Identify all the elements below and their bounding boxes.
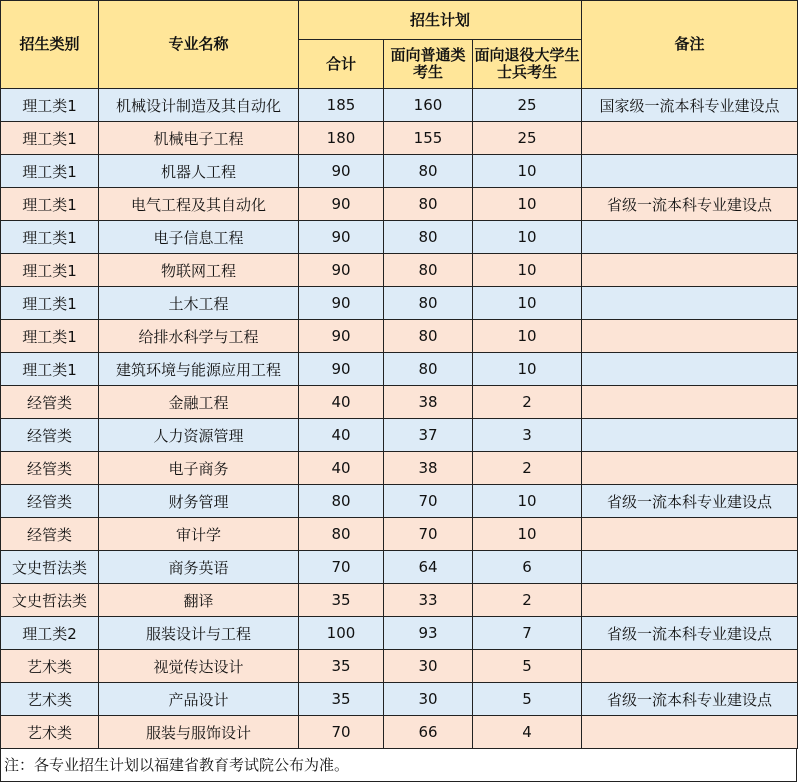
cell-major: 物联网工程 <box>99 254 299 287</box>
cell-major: 电气工程及其自动化 <box>99 188 299 221</box>
cell-veterans: 10 <box>473 188 582 221</box>
cell-veterans: 2 <box>473 452 582 485</box>
cell-total: 90 <box>299 287 384 320</box>
cell-remark <box>582 419 798 452</box>
cell-major: 服装与服饰设计 <box>99 716 299 749</box>
cell-total: 70 <box>299 551 384 584</box>
cell-remark <box>582 221 798 254</box>
cell-major: 翻译 <box>99 584 299 617</box>
table-row <box>1 617 798 650</box>
cell-veterans: 2 <box>473 386 582 419</box>
cell-general: 93 <box>384 617 473 650</box>
cell-veterans: 4 <box>473 716 582 749</box>
cell-remark <box>582 584 798 617</box>
cell-category: 理工类1 <box>1 188 99 221</box>
cell-veterans: 5 <box>473 650 582 683</box>
table-row <box>1 716 798 749</box>
cell-major: 建筑环境与能源应用工程 <box>99 353 299 386</box>
table-row <box>1 650 798 683</box>
cell-category: 文史哲法类 <box>1 584 99 617</box>
cell-general: 155 <box>384 122 473 155</box>
cell-general: 38 <box>384 386 473 419</box>
cell-total: 90 <box>299 188 384 221</box>
cell-category: 理工类1 <box>1 320 99 353</box>
header-major: 专业名称 <box>99 1 299 89</box>
cell-category: 艺术类 <box>1 683 99 716</box>
cell-category: 理工类1 <box>1 254 99 287</box>
cell-general: 37 <box>384 419 473 452</box>
cell-general: 64 <box>384 551 473 584</box>
cell-major: 给排水科学与工程 <box>99 320 299 353</box>
cell-remark <box>582 122 798 155</box>
cell-category: 理工类2 <box>1 617 99 650</box>
cell-total: 40 <box>299 386 384 419</box>
cell-category: 理工类1 <box>1 89 99 122</box>
header-veterans: 面向退役大学生士兵考生 <box>473 40 582 89</box>
cell-major: 金融工程 <box>99 386 299 419</box>
cell-category: 经管类 <box>1 386 99 419</box>
cell-category: 理工类1 <box>1 122 99 155</box>
cell-general: 33 <box>384 584 473 617</box>
header-category: 招生类别 <box>1 1 99 89</box>
cell-major: 人力资源管理 <box>99 419 299 452</box>
cell-remark <box>582 452 798 485</box>
table-row <box>1 188 798 221</box>
header-remark: 备注 <box>582 1 798 89</box>
cell-total: 100 <box>299 617 384 650</box>
table-row <box>1 452 798 485</box>
cell-major: 电子信息工程 <box>99 221 299 254</box>
cell-remark <box>582 287 798 320</box>
cell-major: 电子商务 <box>99 452 299 485</box>
cell-category: 文史哲法类 <box>1 551 99 584</box>
cell-general: 80 <box>384 353 473 386</box>
cell-total: 80 <box>299 485 384 518</box>
cell-remark <box>582 716 798 749</box>
cell-total: 90 <box>299 221 384 254</box>
cell-general: 80 <box>384 320 473 353</box>
cell-category: 理工类1 <box>1 353 99 386</box>
header-plan: 招生计划 <box>299 1 582 40</box>
cell-veterans: 10 <box>473 287 582 320</box>
cell-major: 产品设计 <box>99 683 299 716</box>
table-row <box>1 221 798 254</box>
table-body <box>1 89 798 749</box>
table-row <box>1 419 798 452</box>
cell-major: 服装设计与工程 <box>99 617 299 650</box>
cell-remark <box>582 254 798 287</box>
cell-general: 80 <box>384 221 473 254</box>
cell-remark <box>582 155 798 188</box>
cell-general: 80 <box>384 254 473 287</box>
table-row <box>1 122 798 155</box>
cell-general: 30 <box>384 650 473 683</box>
cell-category: 艺术类 <box>1 650 99 683</box>
cell-category: 理工类1 <box>1 287 99 320</box>
cell-general: 70 <box>384 518 473 551</box>
cell-veterans: 10 <box>473 221 582 254</box>
table-row <box>1 485 798 518</box>
table-row <box>1 89 798 122</box>
footnote: 注：各专业招生计划以福建省教育考试院公布为准。 <box>0 749 797 782</box>
cell-total: 180 <box>299 122 384 155</box>
cell-veterans: 10 <box>473 155 582 188</box>
cell-total: 90 <box>299 155 384 188</box>
cell-category: 理工类1 <box>1 221 99 254</box>
cell-remark: 国家级一流本科专业建设点 <box>582 89 798 122</box>
cell-remark: 省级一流本科专业建设点 <box>582 683 798 716</box>
cell-major: 机器人工程 <box>99 155 299 188</box>
cell-total: 90 <box>299 254 384 287</box>
cell-general: 80 <box>384 287 473 320</box>
cell-major: 财务管理 <box>99 485 299 518</box>
cell-total: 35 <box>299 584 384 617</box>
cell-remark <box>582 518 798 551</box>
cell-total: 90 <box>299 353 384 386</box>
cell-major: 商务英语 <box>99 551 299 584</box>
cell-general: 66 <box>384 716 473 749</box>
cell-general: 38 <box>384 452 473 485</box>
cell-veterans: 3 <box>473 419 582 452</box>
cell-veterans: 10 <box>473 254 582 287</box>
table-row <box>1 551 798 584</box>
cell-veterans: 25 <box>473 122 582 155</box>
cell-general: 30 <box>384 683 473 716</box>
cell-remark <box>582 386 798 419</box>
cell-total: 70 <box>299 716 384 749</box>
cell-veterans: 10 <box>473 485 582 518</box>
table-row <box>1 155 798 188</box>
cell-total: 35 <box>299 650 384 683</box>
cell-remark: 省级一流本科专业建设点 <box>582 188 798 221</box>
cell-major: 视觉传达设计 <box>99 650 299 683</box>
cell-major: 审计学 <box>99 518 299 551</box>
table-row <box>1 518 798 551</box>
cell-veterans: 6 <box>473 551 582 584</box>
cell-general: 70 <box>384 485 473 518</box>
table-row <box>1 320 798 353</box>
cell-major: 土木工程 <box>99 287 299 320</box>
header-general: 面向普通类考生 <box>384 40 473 89</box>
cell-remark <box>582 650 798 683</box>
cell-general: 160 <box>384 89 473 122</box>
cell-veterans: 25 <box>473 89 582 122</box>
cell-total: 185 <box>299 89 384 122</box>
cell-category: 理工类1 <box>1 155 99 188</box>
cell-general: 80 <box>384 188 473 221</box>
table-row <box>1 584 798 617</box>
cell-category: 经管类 <box>1 485 99 518</box>
cell-category: 经管类 <box>1 419 99 452</box>
table-row <box>1 254 798 287</box>
table-row <box>1 683 798 716</box>
cell-general: 80 <box>384 155 473 188</box>
cell-veterans: 7 <box>473 617 582 650</box>
cell-veterans: 10 <box>473 353 582 386</box>
table-row <box>1 353 798 386</box>
cell-remark <box>582 551 798 584</box>
cell-veterans: 10 <box>473 320 582 353</box>
cell-veterans: 10 <box>473 518 582 551</box>
cell-total: 80 <box>299 518 384 551</box>
header-total: 合计 <box>299 40 384 89</box>
cell-total: 35 <box>299 683 384 716</box>
cell-total: 40 <box>299 419 384 452</box>
cell-category: 经管类 <box>1 452 99 485</box>
cell-remark: 省级一流本科专业建设点 <box>582 485 798 518</box>
cell-category: 经管类 <box>1 518 99 551</box>
cell-remark <box>582 353 798 386</box>
cell-category: 艺术类 <box>1 716 99 749</box>
table-row <box>1 386 798 419</box>
cell-total: 40 <box>299 452 384 485</box>
cell-remark <box>582 320 798 353</box>
table-row <box>1 287 798 320</box>
cell-remark: 省级一流本科专业建设点 <box>582 617 798 650</box>
cell-veterans: 5 <box>473 683 582 716</box>
cell-total: 90 <box>299 320 384 353</box>
cell-veterans: 2 <box>473 584 582 617</box>
cell-major: 机械电子工程 <box>99 122 299 155</box>
cell-major: 机械设计制造及其自动化 <box>99 89 299 122</box>
